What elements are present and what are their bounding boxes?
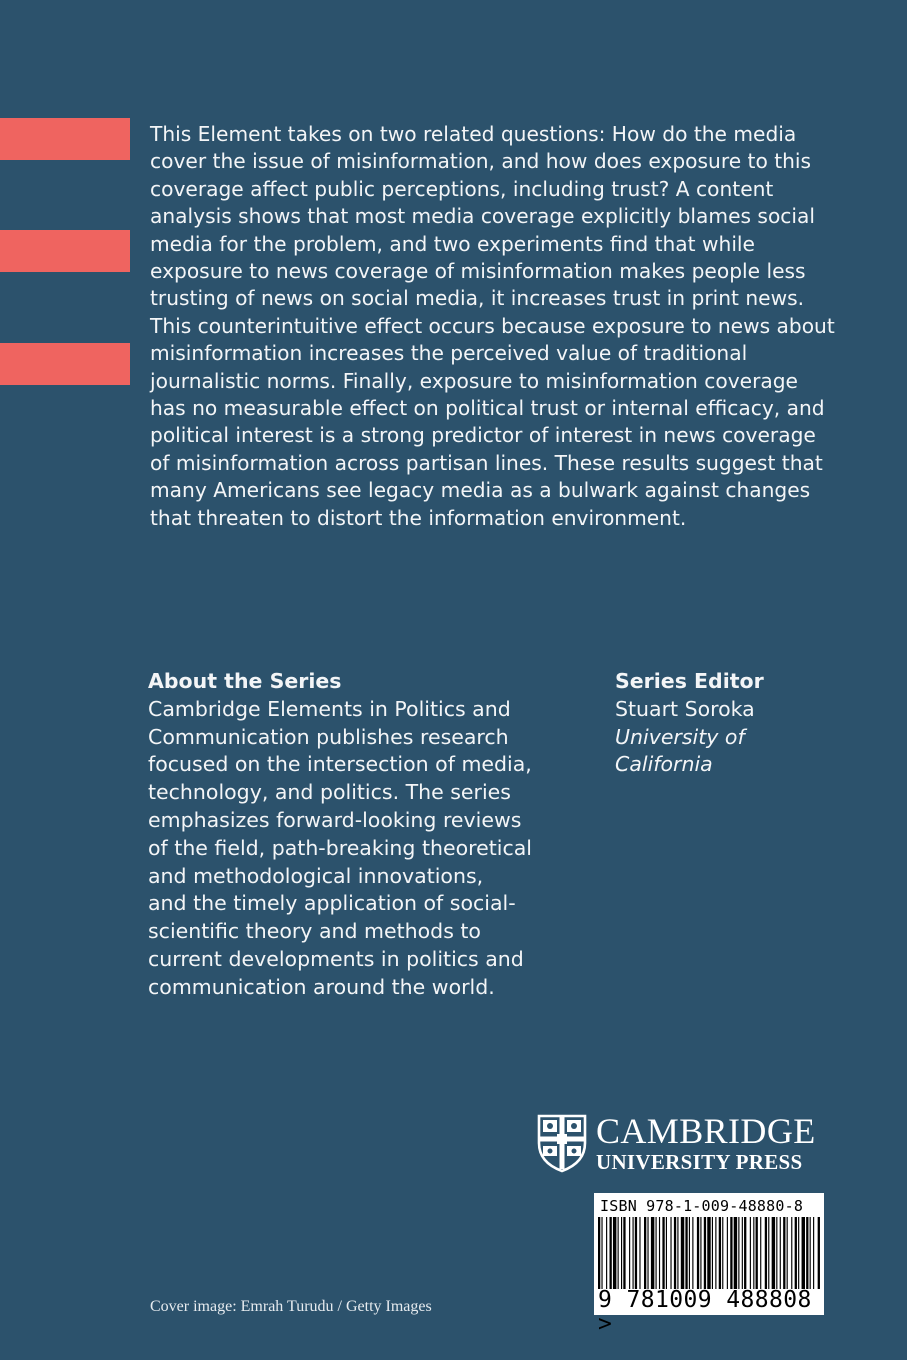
series-editor-heading: Series Editor [615, 669, 764, 693]
barcode-digits: 9 781009 488808 > [598, 1287, 812, 1337]
series-editor-section [615, 668, 855, 779]
abstract-text: This Element takes on two related questions: How do the media cover the issue of misinformation, and how does exposure to this coverage affect public perceptions, including trust? A content analysis shows that most media coverage explicitly blames social media for the problem, and two experiments find that while exposure to news coverage of misinformation makes people less trusting of news on social media, it increases trust in print news. This counterintuitive effect occurs because exposure to news about misinformation increases the perceived value of traditional journalistic norms. Finally, exposure to misinformation coverage has no measurable effect on political trust or internal efficacy, and political interest is a strong predictor of interest in news coverage of misinformation across partisan lines. These results suggest that many Americans see legacy media as a bulwark against changes that threaten to distort the information environment. [150, 122, 835, 530]
isbn-barcode [594, 1193, 824, 1337]
publisher-subname: UNIVERSITY PRESS [596, 1150, 803, 1174]
accent-bar-middle [0, 230, 130, 272]
isbn-label: ISBN 978-1-009-48880-8 [600, 1197, 804, 1215]
barcode-icon [598, 1217, 820, 1289]
crest-icon [536, 1113, 588, 1173]
series-editor-name: Stuart Soroka [615, 696, 755, 721]
series-editor-affiliation: University of California [615, 724, 745, 777]
publisher-name: CAMBRIDGE [596, 1111, 816, 1151]
cover-image-credit: Cover image: Emrah Turudu / Getty Images [150, 1298, 432, 1315]
accent-bar-bottom [0, 343, 130, 385]
about-series-body: Cambridge Elements in Politics and Communication publishes research focused on the intersection of media, technology, and politics. The series emphasizes forward-looking reviews of the field, path-breaking theoretical and methodological innovations, and the timely application of social- scientific theory and methods to current developments in politics and communication around the world. [148, 696, 532, 999]
publisher-logo [536, 1113, 816, 1175]
accent-bar-top [0, 118, 130, 160]
about-series-section [148, 668, 588, 1002]
about-series-heading: About the Series [148, 669, 342, 693]
